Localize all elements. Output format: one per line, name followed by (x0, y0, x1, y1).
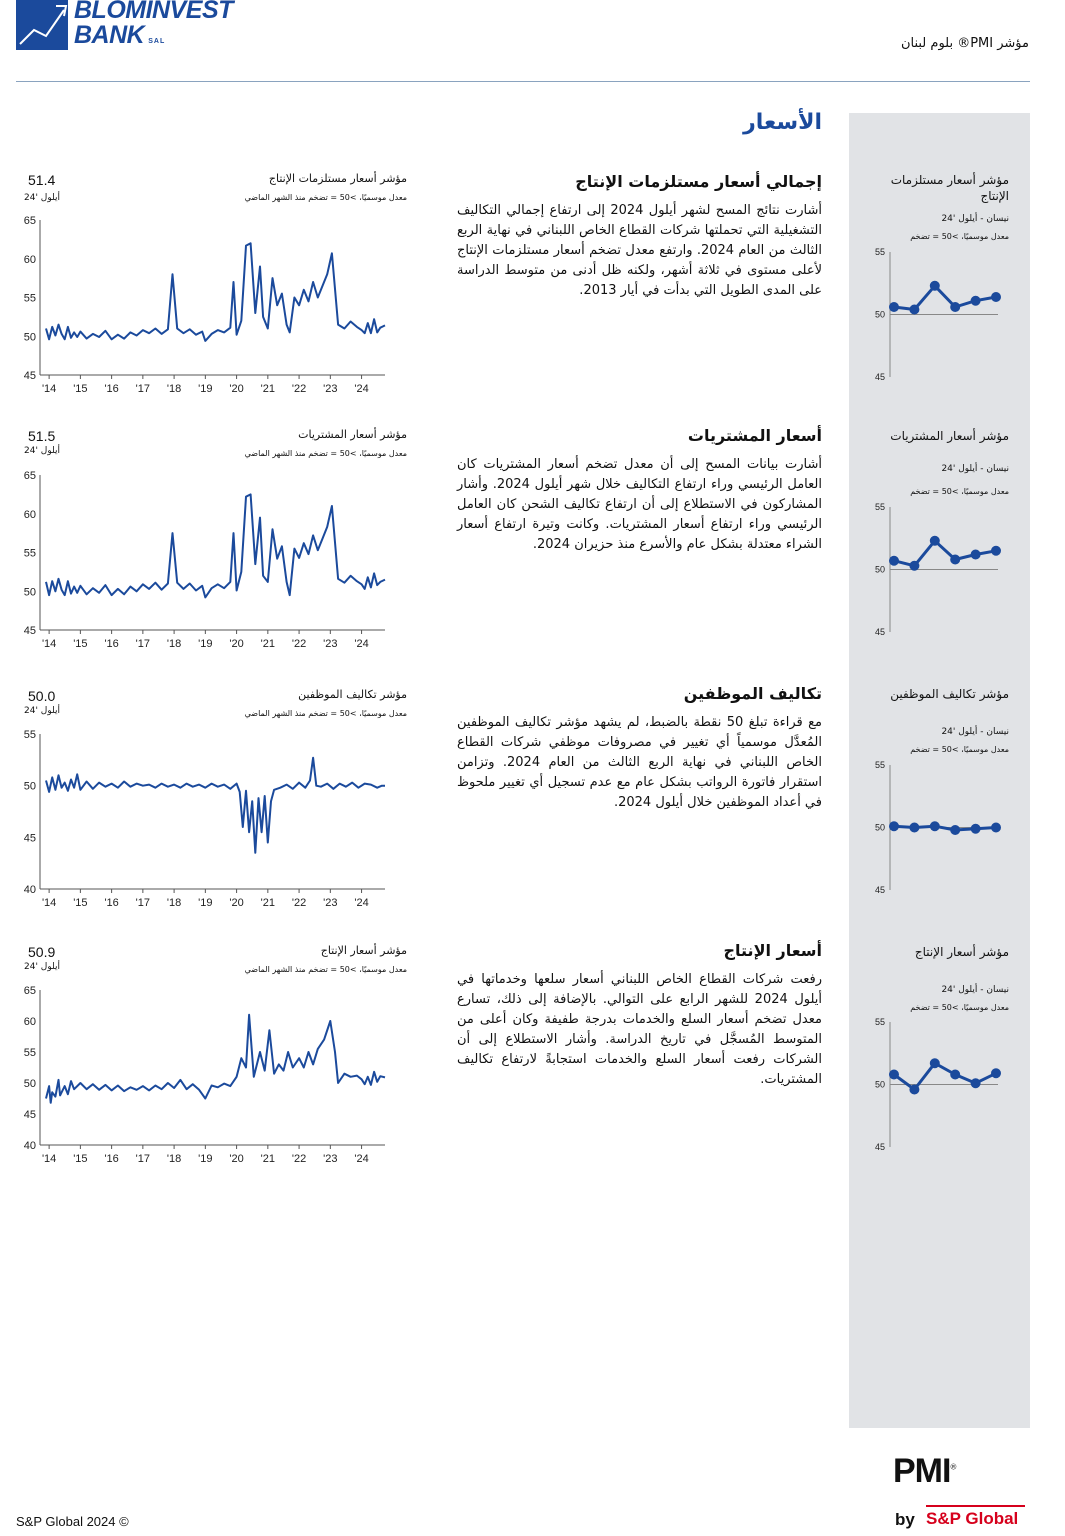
logo-mark (16, 0, 68, 50)
y-tick-label: 45 (23, 625, 36, 637)
logo-text-line1: BLOMINVEST (74, 0, 233, 24)
y-tick-label: 45 (23, 370, 36, 382)
mini-y-tick-label: 45 (874, 372, 885, 382)
mini-data-point (930, 821, 940, 831)
x-tick-label: '18 (166, 897, 182, 909)
x-tick-label: '16 (104, 897, 119, 909)
logo-suffix: SAL (148, 38, 166, 45)
sp-global-bar (926, 1505, 1025, 1507)
series-line (46, 758, 385, 853)
series-line (46, 243, 385, 341)
chart-latest-value-input-prices: 51.4 (28, 172, 56, 188)
y-tick-label: 55 (23, 729, 36, 741)
x-tick-label: '17 (135, 638, 151, 650)
x-tick-label: '14 (41, 1153, 57, 1165)
chart-latest-date-staff-costs: أيلول '24 (24, 706, 60, 716)
x-tick-label: '15 (73, 383, 88, 395)
chart-subtitle-input-prices: معدل موسميًا، >50 = تضخم منذ الشهر الماضي (244, 193, 407, 202)
mini-title-output-prices: مؤشر أسعار الإنتاج (914, 945, 1009, 959)
x-tick-label: '19 (198, 383, 213, 395)
mini-y-tick-label: 50 (874, 822, 885, 833)
x-tick-label: '21 (260, 638, 276, 650)
y-tick-label: 55 (23, 547, 36, 560)
y-tick-label: 60 (23, 1016, 36, 1028)
mini-data-point (889, 1070, 899, 1080)
x-tick-label: '20 (229, 897, 244, 909)
x-tick-label: '21 (260, 897, 276, 909)
mini-date-purchase-prices: نيسان - أيلول '24 (941, 464, 1009, 474)
chart-output-prices (0, 978, 420, 1168)
mini-title-staff-costs: مؤشر تكاليف الموظفين (890, 687, 1009, 701)
series-line (46, 494, 385, 597)
x-tick-label: '23 (323, 897, 338, 909)
mini-date-staff-costs: نيسان - أيلول '24 (941, 727, 1009, 737)
mini-data-point (991, 546, 1001, 556)
mini-y-tick-label: 45 (874, 1142, 885, 1152)
y-tick-label: 40 (23, 884, 36, 896)
mini-data-point (991, 823, 1001, 833)
pmi-logo (893, 1452, 955, 1491)
mini-title-purchase-prices: مؤشر أسعار المشتريات (890, 429, 1009, 443)
chart-subtitle-purchase-prices: معدل موسميًا، >50 = تضخم منذ الشهر الماضي (244, 449, 407, 458)
chart-latest-value-output-prices: 50.9 (28, 944, 56, 960)
chart-title-staff-costs: مؤشر تكاليف الموظفين (298, 688, 407, 701)
mini-y-tick-label: 45 (874, 885, 885, 895)
chart-title-input-prices: مؤشر أسعار مستلزمات الإنتاج (268, 172, 407, 185)
mini-data-point (950, 555, 960, 565)
chart-latest-date-input-prices: أيلول '24 (24, 193, 60, 203)
mini-data-point (930, 281, 940, 291)
x-tick-label: '18 (166, 1153, 182, 1165)
x-tick-label: '23 (323, 638, 338, 650)
chart-purchase-prices (0, 463, 420, 653)
block-body-output-prices: رفعت شركات القطاع الخاص اللبناني أسعار سلعها وخدماتها في أيلول 2024 للشهر الرابع على التوالي. بالإضافة إلى ذلك، تسارع معدل تضخم أسعار السلع والخدمات بدرجة طفيفة وكان أعلى من المتوسط المُسجَّل في تاريخ الدراسة. وأشار الاستطلاع إلى أن الشركات رفعت أسعار السلع والخدمات استجابةً لارتفاع تكاليف المشتريات. (457, 972, 823, 1087)
y-tick-label: 60 (23, 253, 36, 266)
mini-y-tick-label: 50 (874, 1079, 885, 1090)
mini-series-line (894, 826, 996, 830)
mini-data-point (971, 550, 981, 560)
block-title-output-prices: أسعار الإنتاج (723, 941, 822, 960)
y-tick-label: 40 (23, 1140, 36, 1152)
mini-series-line (894, 286, 996, 310)
mini-data-point (909, 1085, 919, 1095)
chart-staff-costs (0, 722, 420, 912)
section-title: الأسعار (743, 110, 822, 135)
block-title-staff-costs: تكاليف الموظفين (683, 684, 822, 703)
mini-series-line (894, 1063, 996, 1089)
x-tick-label: '22 (291, 897, 307, 909)
mini-subtitle-input-prices: معدل موسميًا، >50 = تضخم (910, 232, 1009, 241)
mini-date-output-prices: نيسان - أيلول '24 (941, 985, 1009, 995)
x-tick-label: '19 (198, 1153, 213, 1165)
x-tick-label: '24 (354, 383, 369, 395)
x-tick-label: '14 (41, 638, 57, 650)
x-tick-label: '23 (323, 383, 338, 395)
mini-data-point (930, 1058, 940, 1068)
x-tick-label: '21 (260, 383, 276, 395)
mini-data-point (971, 1078, 981, 1088)
mini-data-point (889, 556, 899, 566)
mini-data-point (950, 1070, 960, 1080)
mini-y-tick-label: 50 (874, 564, 885, 575)
mini-data-point (909, 561, 919, 571)
mini-chart-purchase-prices (862, 498, 1012, 638)
block-body-input-prices: أشارت نتائج المسح لشهر أيلول 2024 إلى ارتفاع إجمالي التكاليف التشغيلية التي تحملتها شركات القطاع الخاص اللبناني في نهاية الربع الثالث من العام 2024. وارتفع معدل تضخم أسعار مستلزمات الإنتاج لأعلى مستوى في ثلاثة أشهر، ولكنه ظل أدنى من متوسط الدراسة على المدى الطويل التي بدأت في أيار 2013. (457, 203, 823, 298)
x-tick-label: '23 (323, 1153, 338, 1165)
x-tick-label: '18 (166, 638, 182, 650)
y-tick-label: 45 (23, 832, 36, 845)
x-tick-label: '15 (73, 638, 88, 650)
y-tick-label: 65 (23, 985, 36, 997)
mini-data-point (971, 296, 981, 306)
mini-data-point (909, 823, 919, 833)
y-tick-label: 60 (23, 508, 36, 521)
chart-latest-date-purchase-prices: أيلول '24 (24, 446, 60, 456)
mini-y-tick-label: 55 (874, 1017, 885, 1027)
x-tick-label: '24 (354, 638, 369, 650)
y-tick-label: 55 (23, 292, 36, 305)
mini-chart-output-prices (862, 1013, 1012, 1153)
x-tick-label: '16 (104, 1153, 119, 1165)
x-tick-label: '17 (135, 383, 151, 395)
block-title-input-prices: إجمالي أسعار مستلزمات الإنتاج (575, 172, 822, 191)
x-tick-label: '14 (41, 383, 57, 395)
x-tick-label: '20 (229, 383, 244, 395)
block-title-purchase-prices: أسعار المشتريات (687, 426, 822, 445)
mini-title-input-prices: مؤشر أسعار مستلزمات الإنتاج (890, 173, 1009, 203)
x-tick-label: '16 (104, 638, 119, 650)
x-tick-label: '14 (41, 897, 57, 909)
x-tick-label: '16 (104, 383, 119, 395)
x-tick-label: '24 (354, 1153, 369, 1165)
header-divider (16, 81, 1030, 82)
mini-data-point (930, 536, 940, 546)
mini-y-tick-label: 55 (874, 502, 885, 512)
x-tick-label: '20 (229, 638, 244, 650)
blominvest-logo (16, 0, 256, 52)
y-tick-label: 50 (23, 780, 36, 793)
y-tick-label: 55 (23, 1047, 36, 1059)
mini-data-point (889, 821, 899, 831)
logo-text-line2: BANK (74, 21, 145, 49)
y-tick-label: 50 (23, 586, 36, 599)
y-tick-label: 65 (23, 215, 36, 227)
mini-date-input-prices: نيسان - أيلول '24 (941, 214, 1009, 224)
mini-data-point (991, 1068, 1001, 1078)
block-body-purchase-prices: أشارت بيانات المسح إلى أن معدل تضخم أسعار المشتريات كان العامل الرئيسي وراء ارتفاع التكاليف خلال شهر أيلول 2024. وأشار المشاركون في الاستطلاع إلى أن ارتفاع تكاليف الشحن كان العامل الرئيسي وراء ارتفاع أسعار المشتريات. وكانت وتيرة ارتفاع أسعار الشراء معتدلة بشكل عام والأسرع منذ حزيران 2024. (457, 457, 822, 552)
y-tick-label: 50 (23, 331, 36, 344)
x-tick-label: '17 (135, 897, 151, 909)
mini-subtitle-staff-costs: معدل موسميًا، >50 = تضخم (910, 745, 1009, 754)
mini-subtitle-purchase-prices: معدل موسميًا، >50 = تضخم (910, 487, 1009, 496)
x-tick-label: '15 (73, 1153, 88, 1165)
mini-y-tick-label: 55 (874, 760, 885, 770)
series-line (46, 1015, 385, 1103)
mini-series-line (894, 541, 996, 566)
y-tick-label: 65 (23, 470, 36, 482)
x-tick-label: '21 (260, 1153, 276, 1165)
mini-chart-input-prices (862, 243, 1012, 383)
footer-copyright: S&P Global 2024 © (16, 1514, 129, 1529)
page-header-title: مؤشر PMI® بلوم لبنان (900, 36, 1029, 51)
y-tick-label: 45 (23, 1109, 36, 1121)
mini-subtitle-output-prices: معدل موسميًا، >50 = تضخم (910, 1003, 1009, 1012)
chart-subtitle-output-prices: معدل موسميًا، >50 = تضخم منذ الشهر الماضي (244, 965, 407, 974)
x-tick-label: '19 (198, 897, 213, 909)
mini-y-tick-label: 45 (874, 627, 885, 637)
mini-data-point (950, 302, 960, 312)
chart-latest-value-purchase-prices: 51.5 (28, 428, 56, 444)
chart-subtitle-staff-costs: معدل موسميًا، >50 = تضخم منذ الشهر الماضي (244, 709, 407, 718)
block-body-staff-costs: مع قراءة تبلغ 50 نقطة بالضبط، لم يشهد مؤشر تكاليف الموظفين المُعدَّل موسمياً أي تغيير في مصروفات موظفي شركات القطاع الخاص اللبناني في نهاية الربع الثالث من العام 2024. وتزامن استقرار فاتورة الرواتب بشكل عام مع عدم تسجيل أي تغيير ملحوظ في أعداد الموظفين خلال أيلول 2024. (457, 715, 823, 810)
x-tick-label: '22 (291, 638, 307, 650)
chart-latest-date-output-prices: أيلول '24 (24, 962, 60, 972)
sp-global-logo: S&P Global (926, 1509, 1019, 1528)
x-tick-label: '22 (291, 383, 307, 395)
x-tick-label: '19 (198, 638, 213, 650)
sp-by-text: by (895, 1510, 915, 1529)
x-tick-label: '17 (135, 1153, 151, 1165)
mini-data-point (971, 824, 981, 834)
mini-y-tick-label: 50 (874, 309, 885, 320)
mini-data-point (950, 825, 960, 835)
y-tick-label: 50 (23, 1078, 36, 1090)
x-tick-label: '20 (229, 1153, 244, 1165)
x-tick-label: '22 (291, 1153, 307, 1165)
pmi-logo-reg: ® (950, 1462, 956, 1472)
pmi-logo-text: PMI (893, 1452, 951, 1490)
mini-data-point (909, 305, 919, 315)
mini-data-point (889, 302, 899, 312)
mini-data-point (991, 292, 1001, 302)
mini-y-tick-label: 55 (874, 247, 885, 257)
mini-chart-staff-costs (862, 756, 1012, 896)
chart-latest-value-staff-costs: 50.0 (28, 688, 56, 704)
chart-title-output-prices: مؤشر أسعار الإنتاج (320, 944, 407, 957)
chart-input-prices (0, 208, 420, 398)
x-tick-label: '18 (166, 383, 182, 395)
x-tick-label: '24 (354, 897, 369, 909)
chart-title-purchase-prices: مؤشر أسعار المشتريات (298, 428, 407, 441)
x-tick-label: '15 (73, 897, 88, 909)
